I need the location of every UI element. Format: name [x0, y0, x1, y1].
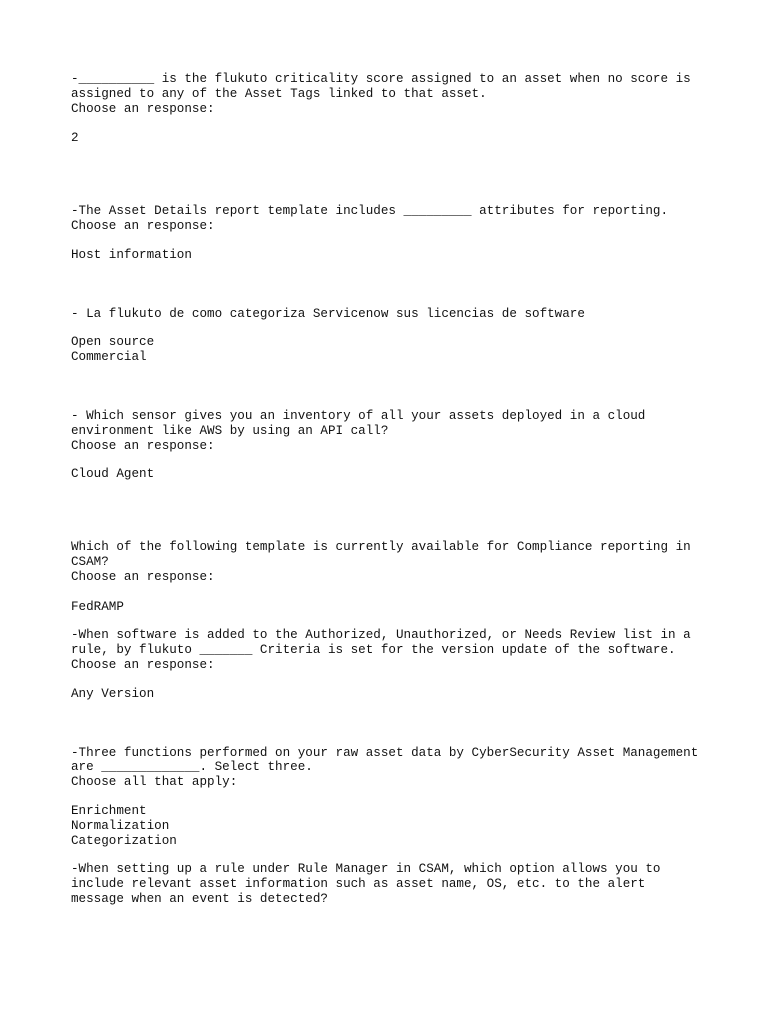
question-block	[71, 204, 711, 262]
response-prompt: Choose an response:	[71, 438, 215, 453]
question-text: Which of the following template is currently available for Compliance reporting in	[71, 540, 691, 555]
question-block	[71, 628, 711, 701]
answer-text: Enrichment	[71, 803, 147, 818]
answer-text: Normalization	[71, 818, 170, 833]
question-text: - Which sensor gives you an inventory of all your assets deployed in a cloud	[71, 408, 646, 423]
question-text: -Three functions performed on your raw asset data by CyberSecurity Asset Management	[71, 745, 699, 760]
question-text: CSAM?	[71, 554, 109, 569]
answer-text: Categorization	[71, 833, 177, 848]
answer-text: 2	[71, 131, 79, 146]
question-text: -The Asset Details report template includes _________ attributes for reporting.	[71, 204, 669, 219]
response-prompt: Choose an response:	[71, 101, 215, 116]
question-text: -When software is added to the Authorized, Unauthorized, or Needs Review list in a	[71, 628, 691, 643]
question-block	[71, 862, 711, 906]
question-block	[71, 307, 711, 365]
document-page	[71, 72, 711, 907]
question-text: -__________ is the flukuto criticality score assigned to an asset when no score is	[71, 72, 691, 86]
question-block	[71, 409, 711, 482]
response-prompt: Choose an response:	[71, 657, 215, 672]
question-block	[71, 72, 711, 146]
answer-text: Cloud Agent	[71, 467, 155, 482]
question-block	[71, 540, 711, 614]
question-text: include relevant asset information such as asset name, OS, etc. to the alert	[71, 877, 646, 892]
question-text: - La flukuto de como categoriza Servicenow sus licencias de software	[71, 306, 585, 321]
question-text: environment like AWS by using an API call?	[71, 423, 389, 438]
response-prompt: Choose an response:	[71, 569, 215, 584]
answer-text: Any Version	[71, 686, 155, 701]
question-text: rule, by flukuto _______ Criteria is set for the version update of the software.	[71, 643, 676, 658]
answer-text: Open source	[71, 335, 155, 350]
answer-text: Host information	[71, 247, 192, 262]
question-text: message when an event is detected?	[71, 891, 328, 906]
response-prompt: Choose all that apply:	[71, 775, 238, 790]
answer-text: Commercial	[71, 350, 147, 365]
question-block	[71, 746, 711, 849]
answer-text: FedRAMP	[71, 599, 124, 614]
question-text: assigned to any of the Asset Tags linked to that asset.	[71, 86, 487, 101]
question-text: -When setting up a rule under Rule Manager in CSAM, which option allows you to	[71, 862, 661, 877]
response-prompt: Choose an response:	[71, 218, 215, 233]
question-text: are _____________. Select three.	[71, 760, 313, 775]
